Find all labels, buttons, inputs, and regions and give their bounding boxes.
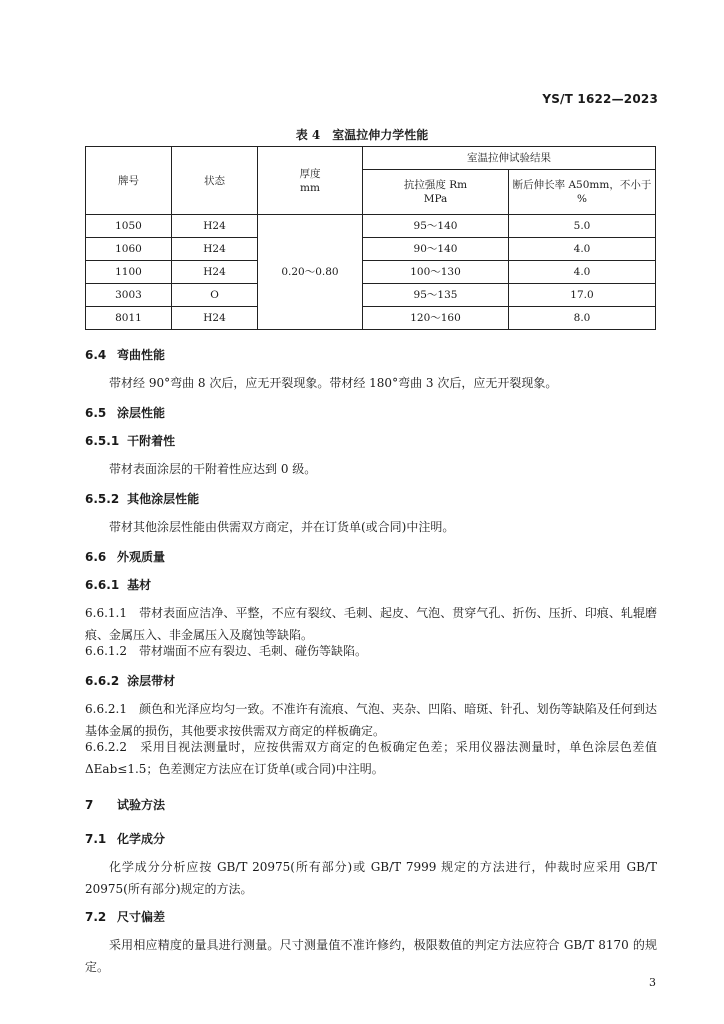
section-number: 7.1 xyxy=(85,832,107,846)
header-elongation-label: 断后伸长率 A50mm，不小于 xyxy=(512,179,652,191)
section-body-7-1: 化学成分分析应按 GB/T 20975(所有部分)或 GB/T 7999 规定的方法进行，仲裁时应采用 GB/T 20975(所有部分)规定的方法。 xyxy=(85,860,657,896)
header-elongation xyxy=(509,170,656,215)
table-row xyxy=(86,238,656,261)
section-number: 6.5 xyxy=(85,406,107,420)
cell-elongation: 8.0 xyxy=(509,307,656,330)
cell-temper: H24 xyxy=(172,307,258,330)
page-number: 3 xyxy=(649,976,656,989)
cell-temper: H24 xyxy=(172,238,258,261)
section-number: 6.5.2 xyxy=(85,492,120,506)
cell-elongation: 5.0 xyxy=(509,215,656,238)
cell-thickness: 0.20～0.80 xyxy=(258,215,363,330)
cell-grade: 3003 xyxy=(86,284,172,307)
header-thickness xyxy=(258,147,363,215)
section-heading-6-4 xyxy=(85,346,165,363)
section-title: 化学成分 xyxy=(117,832,166,846)
section-title: 弯曲性能 xyxy=(117,348,166,362)
section-number: 6.6.1 xyxy=(85,578,120,592)
section-title: 干附着性 xyxy=(127,434,176,448)
section-number: 6.6 xyxy=(85,550,107,564)
cell-tensile: 95～135 xyxy=(363,284,509,307)
header-grade: 牌号 xyxy=(86,147,172,215)
cell-elongation: 17.0 xyxy=(509,284,656,307)
cell-temper: O xyxy=(172,284,258,307)
section-title: 尺寸偏差 xyxy=(117,910,166,924)
section-heading-7 xyxy=(85,796,165,813)
section-body-6-5-2: 带材其他涂层性能由供需双方商定，并在订货单(或合同)中注明。 xyxy=(109,520,455,534)
header-thickness-unit: mm xyxy=(300,181,320,194)
section-title: 基材 xyxy=(127,578,152,592)
table-row xyxy=(86,261,656,284)
cell-grade: 8011 xyxy=(86,307,172,330)
clause-6-6-1-2: 6.6.1.2 带材端面不应有裂边、毛刺、碰伤等缺陷。 xyxy=(85,644,367,658)
section-number: 6.6.2 xyxy=(85,674,120,688)
header-test-results: 室温拉伸试验结果 xyxy=(363,147,656,170)
cell-tensile: 120～160 xyxy=(363,307,509,330)
section-title: 涂层性能 xyxy=(117,406,166,420)
header-tensile-label: 抗拉强度 Rm xyxy=(403,179,468,191)
cell-elongation: 4.0 xyxy=(509,261,656,284)
section-body-6-5-1: 带材表面涂层的干附着性应达到 0 级。 xyxy=(109,462,317,476)
section-number: 6.4 xyxy=(85,348,107,362)
section-title: 其他涂层性能 xyxy=(127,492,200,506)
tensile-properties-table xyxy=(85,146,656,330)
clause-6-6-1-1: 6.6.1.1 带材表面应洁净、平整，不应有裂纹、毛刺、起皮、气泡、贯穿气孔、折伤、压折、印痕、轧辊磨痕、金属压入、非金属压入及腐蚀等缺陷。 xyxy=(85,606,657,642)
cell-tensile: 95～140 xyxy=(363,215,509,238)
section-number: 7 xyxy=(85,798,94,812)
cell-grade: 1050 xyxy=(86,215,172,238)
cell-tensile: 90～140 xyxy=(363,238,509,261)
section-heading-6-6-1 xyxy=(85,576,151,593)
table-row xyxy=(86,284,656,307)
cell-grade: 1060 xyxy=(86,238,172,261)
section-title: 试验方法 xyxy=(117,798,166,812)
section-heading-7-2 xyxy=(85,908,165,925)
section-title: 外观质量 xyxy=(117,550,166,564)
section-heading-6-6 xyxy=(85,548,165,565)
header-thickness-label: 厚度 xyxy=(299,167,321,180)
section-number: 6.5.1 xyxy=(85,434,120,448)
header-elongation-unit: % xyxy=(577,193,587,205)
cell-temper: H24 xyxy=(172,215,258,238)
table-header-row xyxy=(86,147,656,170)
section-heading-6-6-2 xyxy=(85,672,175,689)
section-number: 7.2 xyxy=(85,910,107,924)
cell-grade: 1100 xyxy=(86,261,172,284)
section-heading-6-5-2 xyxy=(85,490,199,507)
table-title: 表 4 室温拉伸力学性能 xyxy=(295,128,429,142)
section-body-6-4: 带材经 90°弯曲 8 次后，应无开裂现象。带材经 180°弯曲 3 次后，应无开裂现象。 xyxy=(109,376,558,390)
cell-temper: H24 xyxy=(172,261,258,284)
clause-6-6-2-1: 6.6.2.1 颜色和光泽应均匀一致。不准许有流痕、气泡、夹杂、凹陷、暗斑、针孔、划伤等缺陷及任何到达基体金属的损伤，其他要求按供需双方商定的样板确定。 xyxy=(85,702,657,738)
section-heading-7-1 xyxy=(85,830,165,847)
table-row xyxy=(86,307,656,330)
cell-tensile: 100～130 xyxy=(363,261,509,284)
cell-elongation: 4.0 xyxy=(509,238,656,261)
header-tensile-unit: MPa xyxy=(423,193,448,205)
section-body-7-2: 采用相应精度的量具进行测量。尺寸测量值不准许修约，极限数值的判定方法应符合 GB/T 8170 的规定。 xyxy=(85,938,657,974)
header-temper: 状态 xyxy=(172,147,258,215)
section-heading-6-5 xyxy=(85,404,165,421)
clause-6-6-2-2: 6.6.2.2 采用目视法测量时，应按供需双方商定的色板确定色差；采用仪器法测量时，单色涂层色差值 ΔEab≤1.5；色差测定方法应在订货单(或合同)中注明。 xyxy=(85,740,657,776)
table-row xyxy=(86,215,656,238)
section-heading-6-5-1 xyxy=(85,432,175,449)
section-title: 涂层带材 xyxy=(127,674,176,688)
standard-id: YS/T 1622—2023 xyxy=(542,92,658,106)
header-tensile xyxy=(363,170,509,215)
